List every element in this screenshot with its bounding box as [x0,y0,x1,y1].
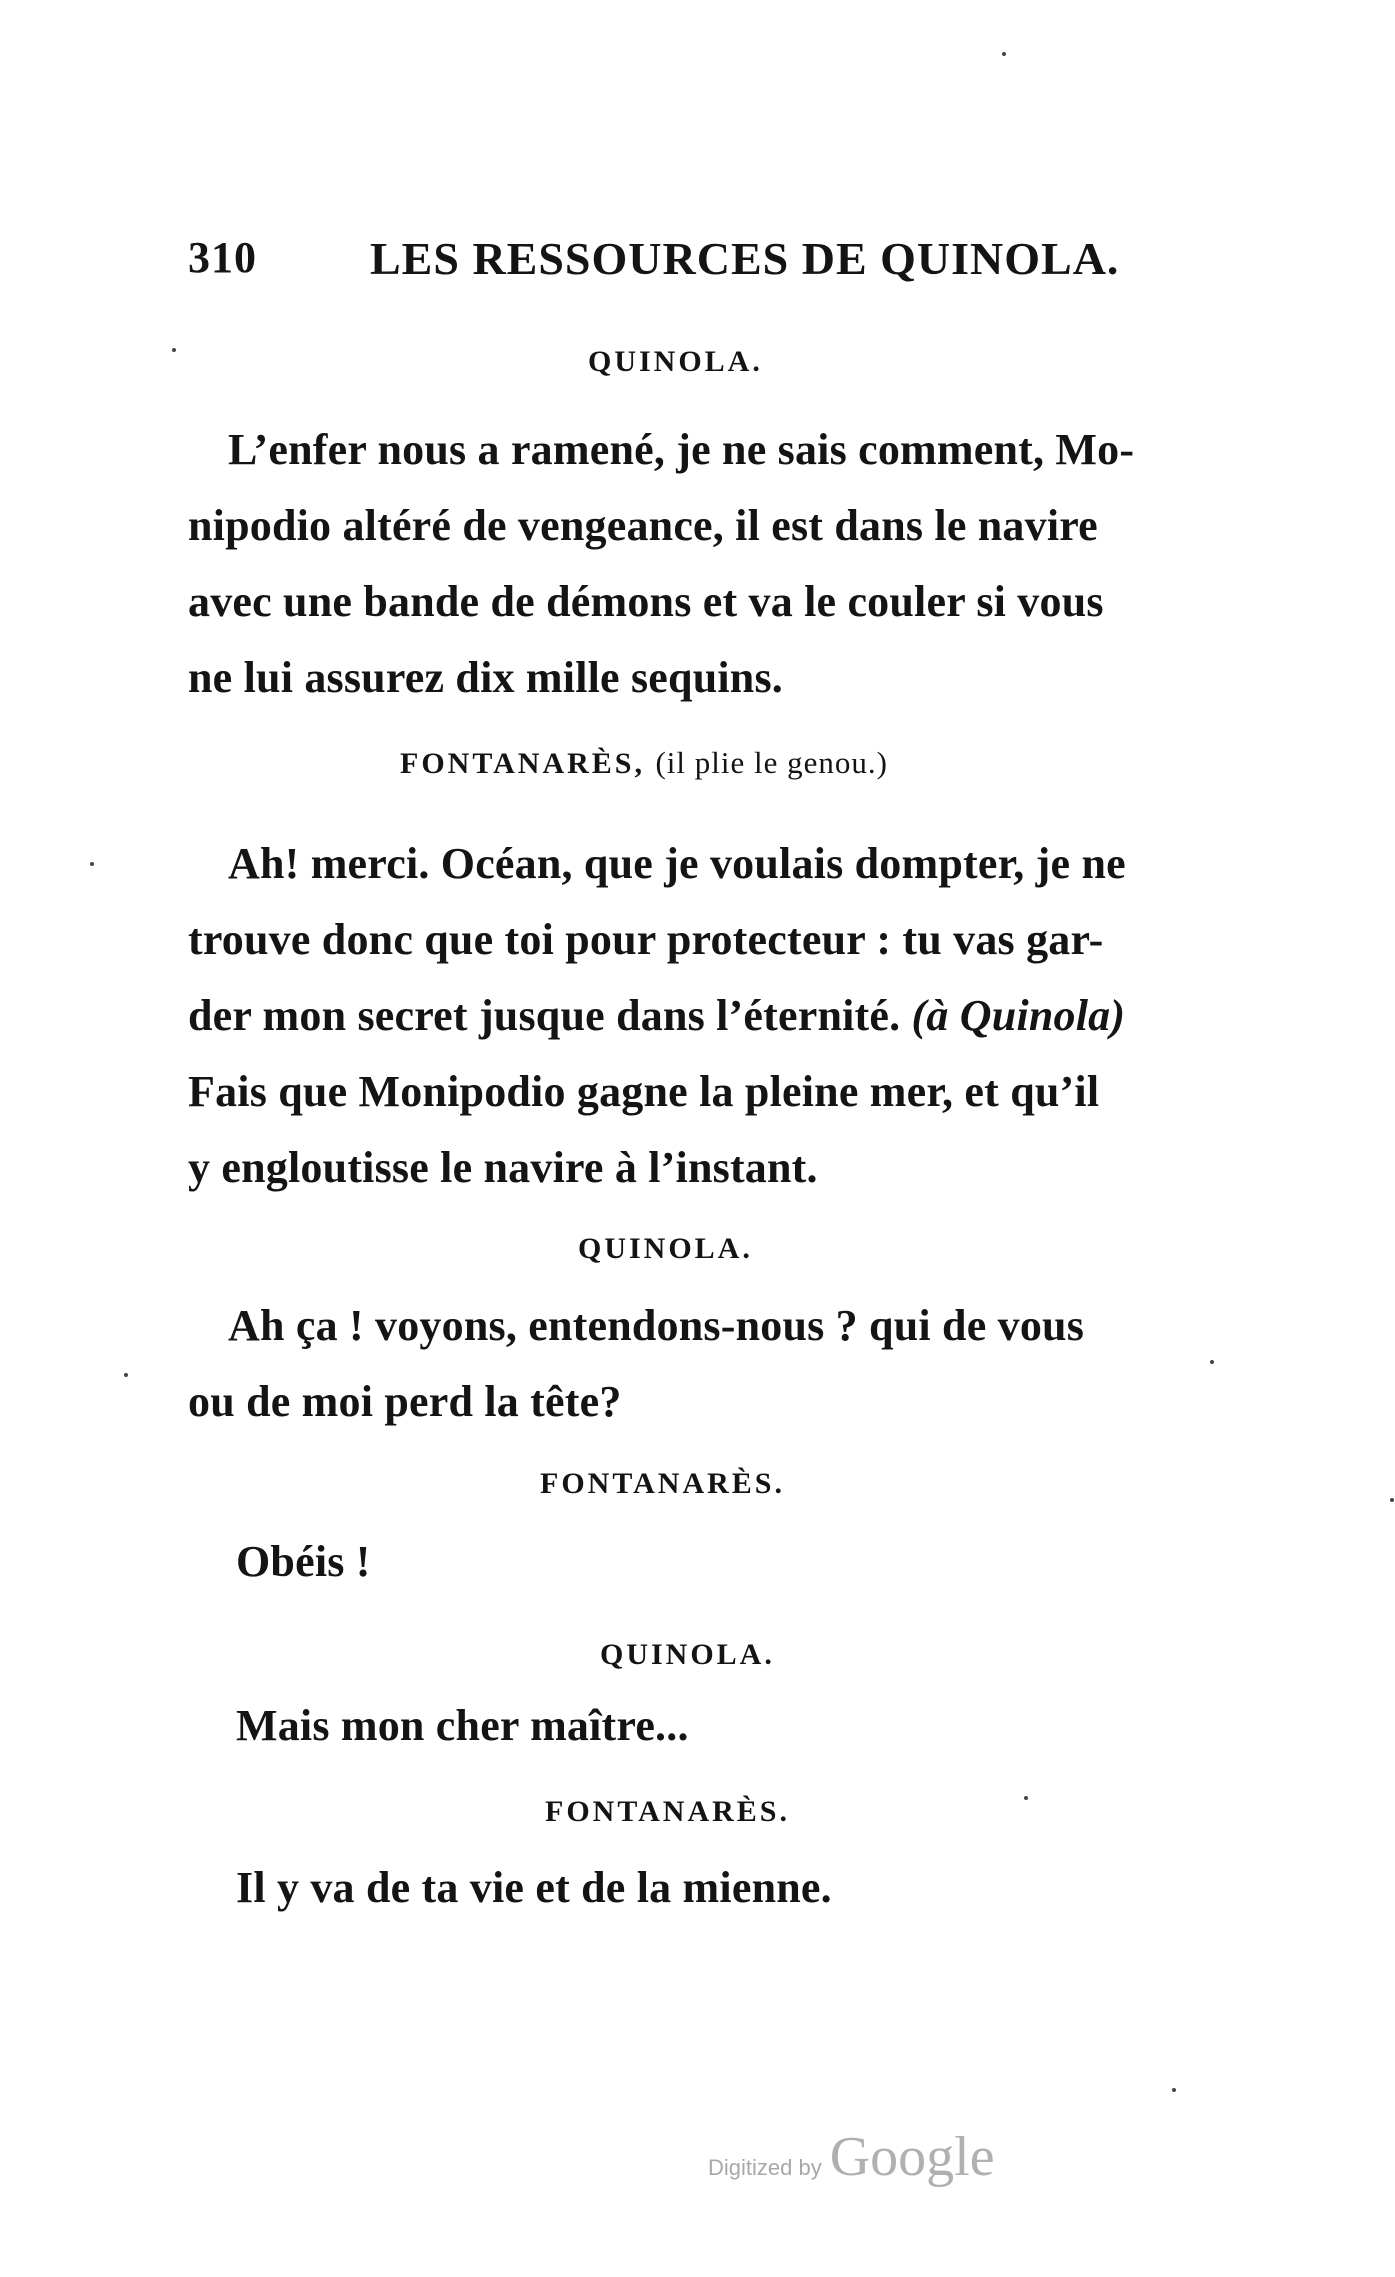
print-speck [1390,1498,1394,1502]
stage-direction: (il plie le genou.) [655,745,888,780]
dialogue-line: Fais que Monipodio gagne la pleine mer, et qu’il [188,1067,1100,1116]
dialogue-line: nipodio altéré de vengeance, il est dans le navire [188,501,1098,550]
speaker-label: FONTANARÈS. [545,1795,790,1828]
speaker-label [400,745,888,781]
google-logo: Google [829,2126,995,2188]
page-number: 310 [188,233,257,282]
print-speck [1024,1796,1028,1800]
speaker-label: FONTANARÈS. [540,1467,785,1500]
print-speck [90,862,94,866]
dialogue-line: ne lui assurez dix mille sequins. [188,653,783,702]
dialogue-line: ou de moi perd la tête? [188,1377,622,1426]
speaker-label: QUINOLA. [588,345,763,378]
print-speck [1002,52,1006,56]
dialogue-line: Ah ça ! voyons, entendons-nous ? qui de vous [228,1301,1085,1350]
dialogue-text: der mon secret jusque dans l’éternité. [188,991,901,1040]
dialogue-line: Mais mon cher maître... [236,1701,689,1750]
speaker-name: FONTANARÈS, [400,747,645,780]
dialogue-line: avec une bande de démons et va le couler si vous [188,577,1104,626]
inline-stage-direction: (à Quinola) [911,991,1126,1040]
speaker-label: QUINOLA. [600,1638,775,1671]
dialogue-line: L’enfer nous a ramené, je ne sais comment, Mo- [228,425,1135,474]
dialogue-line: Ah! merci. Océan, que je voulais dompter, je ne [228,839,1126,888]
print-speck [172,348,176,352]
dialogue-line [188,990,1125,1041]
speaker-label: QUINOLA. [578,1232,753,1265]
digitized-by-label: Digitized by [708,2155,822,2180]
dialogue-line: Obéis ! [236,1537,371,1586]
print-speck [124,1373,128,1377]
running-title: LES RESSOURCES DE QUINOLA. [370,233,1120,284]
dialogue-line: y engloutisse le navire à l’instant. [188,1143,818,1192]
print-speck [1172,2088,1176,2092]
running-header [188,232,1120,292]
digitization-watermark [708,2125,995,2189]
dialogue-line: Il y va de ta vie et de la mienne. [236,1863,832,1912]
print-speck [1210,1360,1214,1364]
dialogue-line: trouve donc que toi pour protecteur : tu vas gar- [188,915,1104,964]
